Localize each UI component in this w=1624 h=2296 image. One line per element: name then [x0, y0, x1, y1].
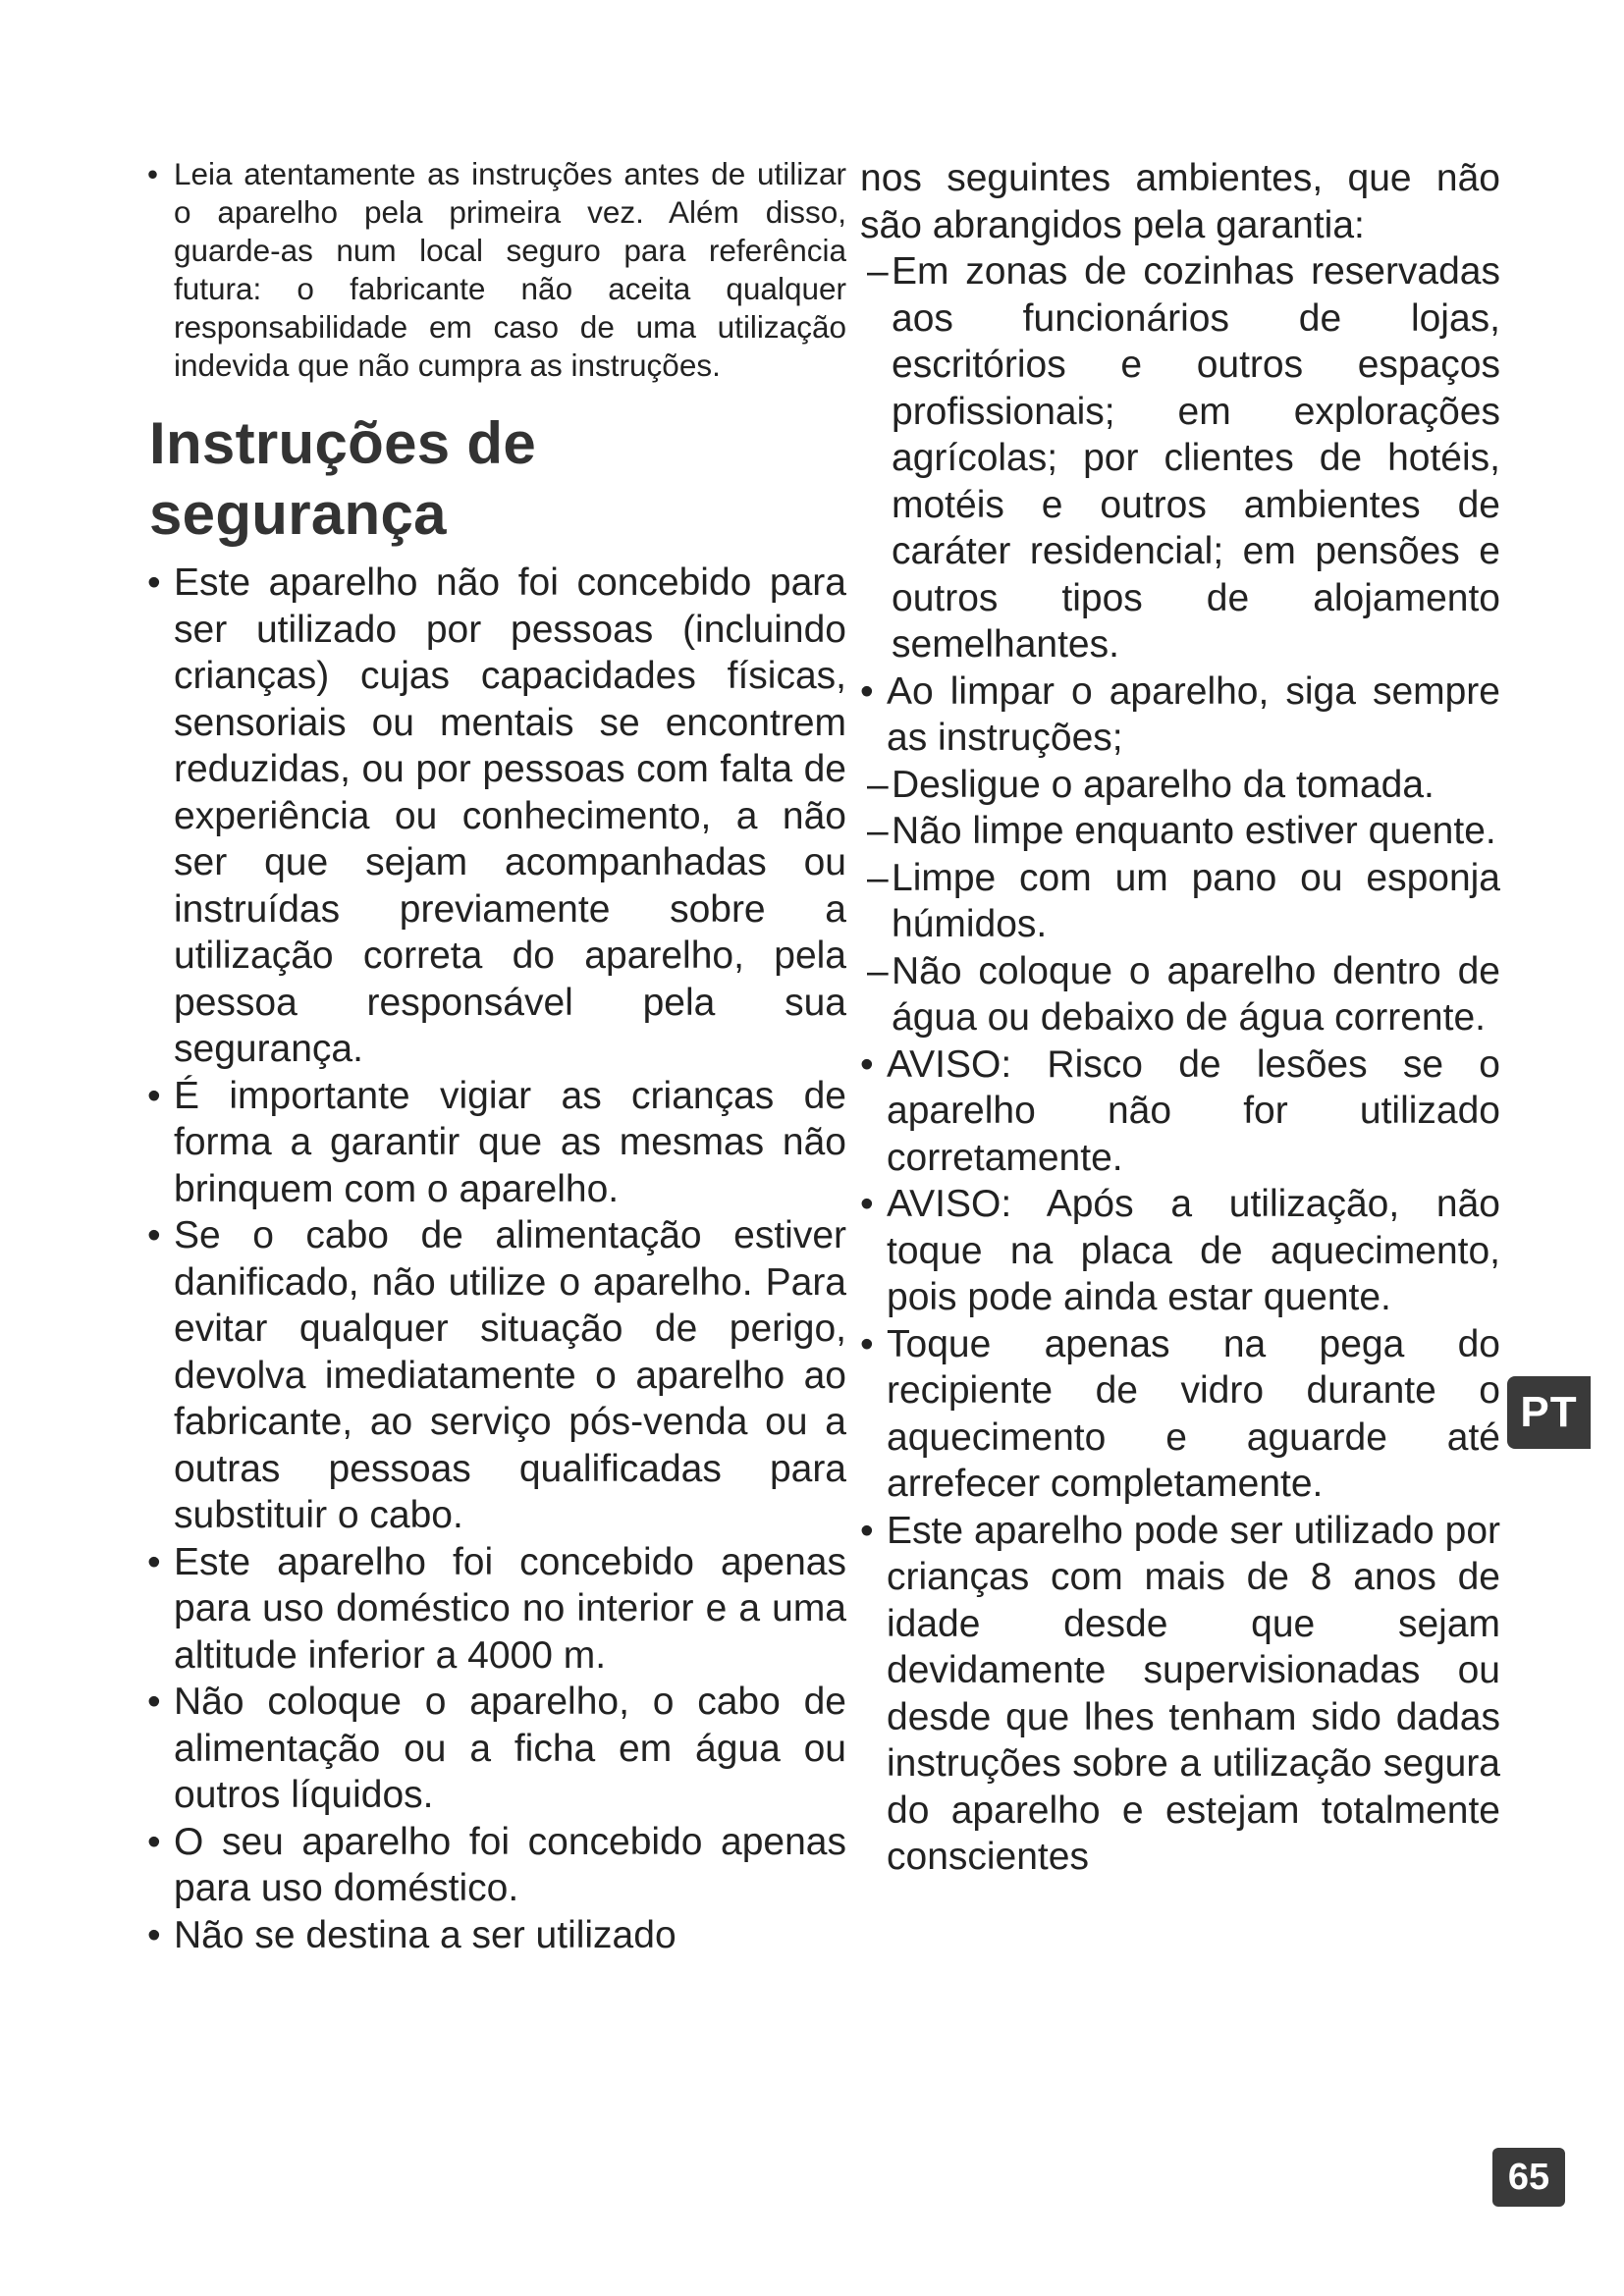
dash: – [867, 810, 889, 852]
right-column [860, 155, 1500, 1881]
safety-item [147, 1212, 846, 1539]
intro-text: Leia atentamente as instruções antes de utilizar o aparelho pela primeira vez. Além disso, guarde-as num local seguro para referência futura: o fabricante não aceita qualquer responsabilidade em caso de uma utilização indevida que não cumpra as instruções. [174, 156, 846, 383]
safety-item-text: Este aparelho foi concebido apenas para uso doméstico no interior e a uma altitude inferior a 4000 m. [174, 1540, 846, 1677]
environment-text: Em zonas de cozinhas reservadas aos funcionários de lojas, escritórios e outros espaços profissionais; em explorações agrícolas; por clientes de hotéis, motéis e outros ambientes de caráter residencial; em pensões e outros tipos de alojamento semelhantes. [892, 250, 1500, 666]
safety-item [147, 1679, 846, 1819]
bullet: • [860, 1042, 874, 1086]
safety-item [147, 1819, 846, 1912]
safety-item-text: Não se destina a ser utilizado [174, 1913, 677, 1956]
dash: – [867, 763, 889, 806]
bullet: • [147, 1681, 161, 1723]
safety-item-text: AVISO: Após a utilização, não toque na placa de aquecimento, pois pode ainda estar quente. [887, 1183, 1500, 1318]
safety-item-text: Se o cabo de alimentação estiver danificado, não utilize o aparelho. Para evitar qualquer situação de perigo, devolva imediatamente o aparelho ao fabricante, ao serviço pós-venda ou a outras pessoas qualificadas para substituir o cabo. [174, 1214, 846, 1536]
language-tab: PT [1507, 1376, 1591, 1449]
bullet: • [147, 1540, 161, 1583]
cleaning-step [860, 808, 1500, 855]
safety-item [147, 560, 846, 1073]
bullet: • [147, 1820, 161, 1863]
safety-item [147, 1539, 846, 1680]
page-number: 65 [1492, 2148, 1565, 2207]
safety-item-text: AVISO: Risco de lesões se o aparelho não for utilizado corretamente. [887, 1042, 1500, 1179]
cleaning-step [860, 855, 1500, 948]
bullet: • [860, 1183, 874, 1225]
bullet: • [147, 156, 159, 191]
bullet: • [147, 1913, 161, 1956]
bullet: • [147, 1074, 161, 1117]
cleaning-intro-text: Ao limpar o aparelho, siga sempre as instruções; [887, 669, 1500, 759]
cleaning-step-text: Limpe com um pano ou esponja húmidos. [892, 856, 1500, 945]
safety-item-text: Toque apenas na pega do recipiente de vidro durante o aquecimento e aguarde até arrefecer completamente. [887, 1322, 1500, 1505]
continuation-text: nos seguintes ambientes, que não são abrangidos pela garantia: [860, 157, 1500, 246]
environment-item [860, 248, 1500, 668]
bullet: • [860, 1322, 874, 1365]
safety-item [860, 1508, 1500, 1881]
cleaning-step-text: Desligue o aparelho da tomada. [892, 763, 1435, 806]
safety-item [860, 1181, 1500, 1321]
bullet: • [147, 1214, 161, 1256]
safety-item [860, 1321, 1500, 1508]
safety-item-text: É importante vigiar as crianças de forma a garantir que as mesmas não brinquem com o aparelho. [174, 1074, 846, 1210]
bullet: • [147, 561, 161, 604]
dash: – [867, 250, 889, 293]
safety-item [860, 668, 1500, 762]
safety-item-text: O seu aparelho foi concebido apenas para uso doméstico. [174, 1820, 846, 1909]
cleaning-step-text: Não limpe enquanto estiver quente. [892, 810, 1496, 852]
left-column [147, 155, 846, 1958]
safety-item-text: Este aparelho não foi concebido para ser utilizado por pessoas (incluindo crianças) cujas capacidades físicas, sensoriais ou mentais se encontrem reduzidas, ou por pessoas com falta de experiência ou conhecimento, a não ser que sejam acompanhadas ou instruídas previamente sobre a utilização correta do aparelho, pela pessoa responsável pela sua segurança. [174, 561, 846, 1070]
cleaning-step-text: Não coloque o aparelho dentro de água ou debaixo de água corrente. [892, 949, 1500, 1039]
bullet: • [860, 669, 874, 713]
safety-item [147, 1073, 846, 1213]
section-heading: Instruções de segurança [149, 410, 537, 547]
safety-item [147, 1912, 846, 1959]
safety-item-text: Não coloque o aparelho, o cabo de alimentação ou a ficha em água ou outros líquidos. [174, 1681, 846, 1816]
cleaning-step [860, 948, 1500, 1041]
safety-item-text: Este aparelho pode ser utilizado por crianças com mais de 8 anos de idade desde que sejam devidamente supervisionadas ou desde que lhes tenham sido dadas instruções sobre a utilização segura do aparelho e estejam totalmente conscientes [887, 1509, 1500, 1878]
dash: – [867, 856, 889, 899]
intro-paragraph [147, 155, 846, 385]
cleaning-step [860, 762, 1500, 809]
bullet: • [860, 1509, 874, 1552]
dash: – [867, 949, 889, 992]
safety-item [860, 1041, 1500, 1182]
